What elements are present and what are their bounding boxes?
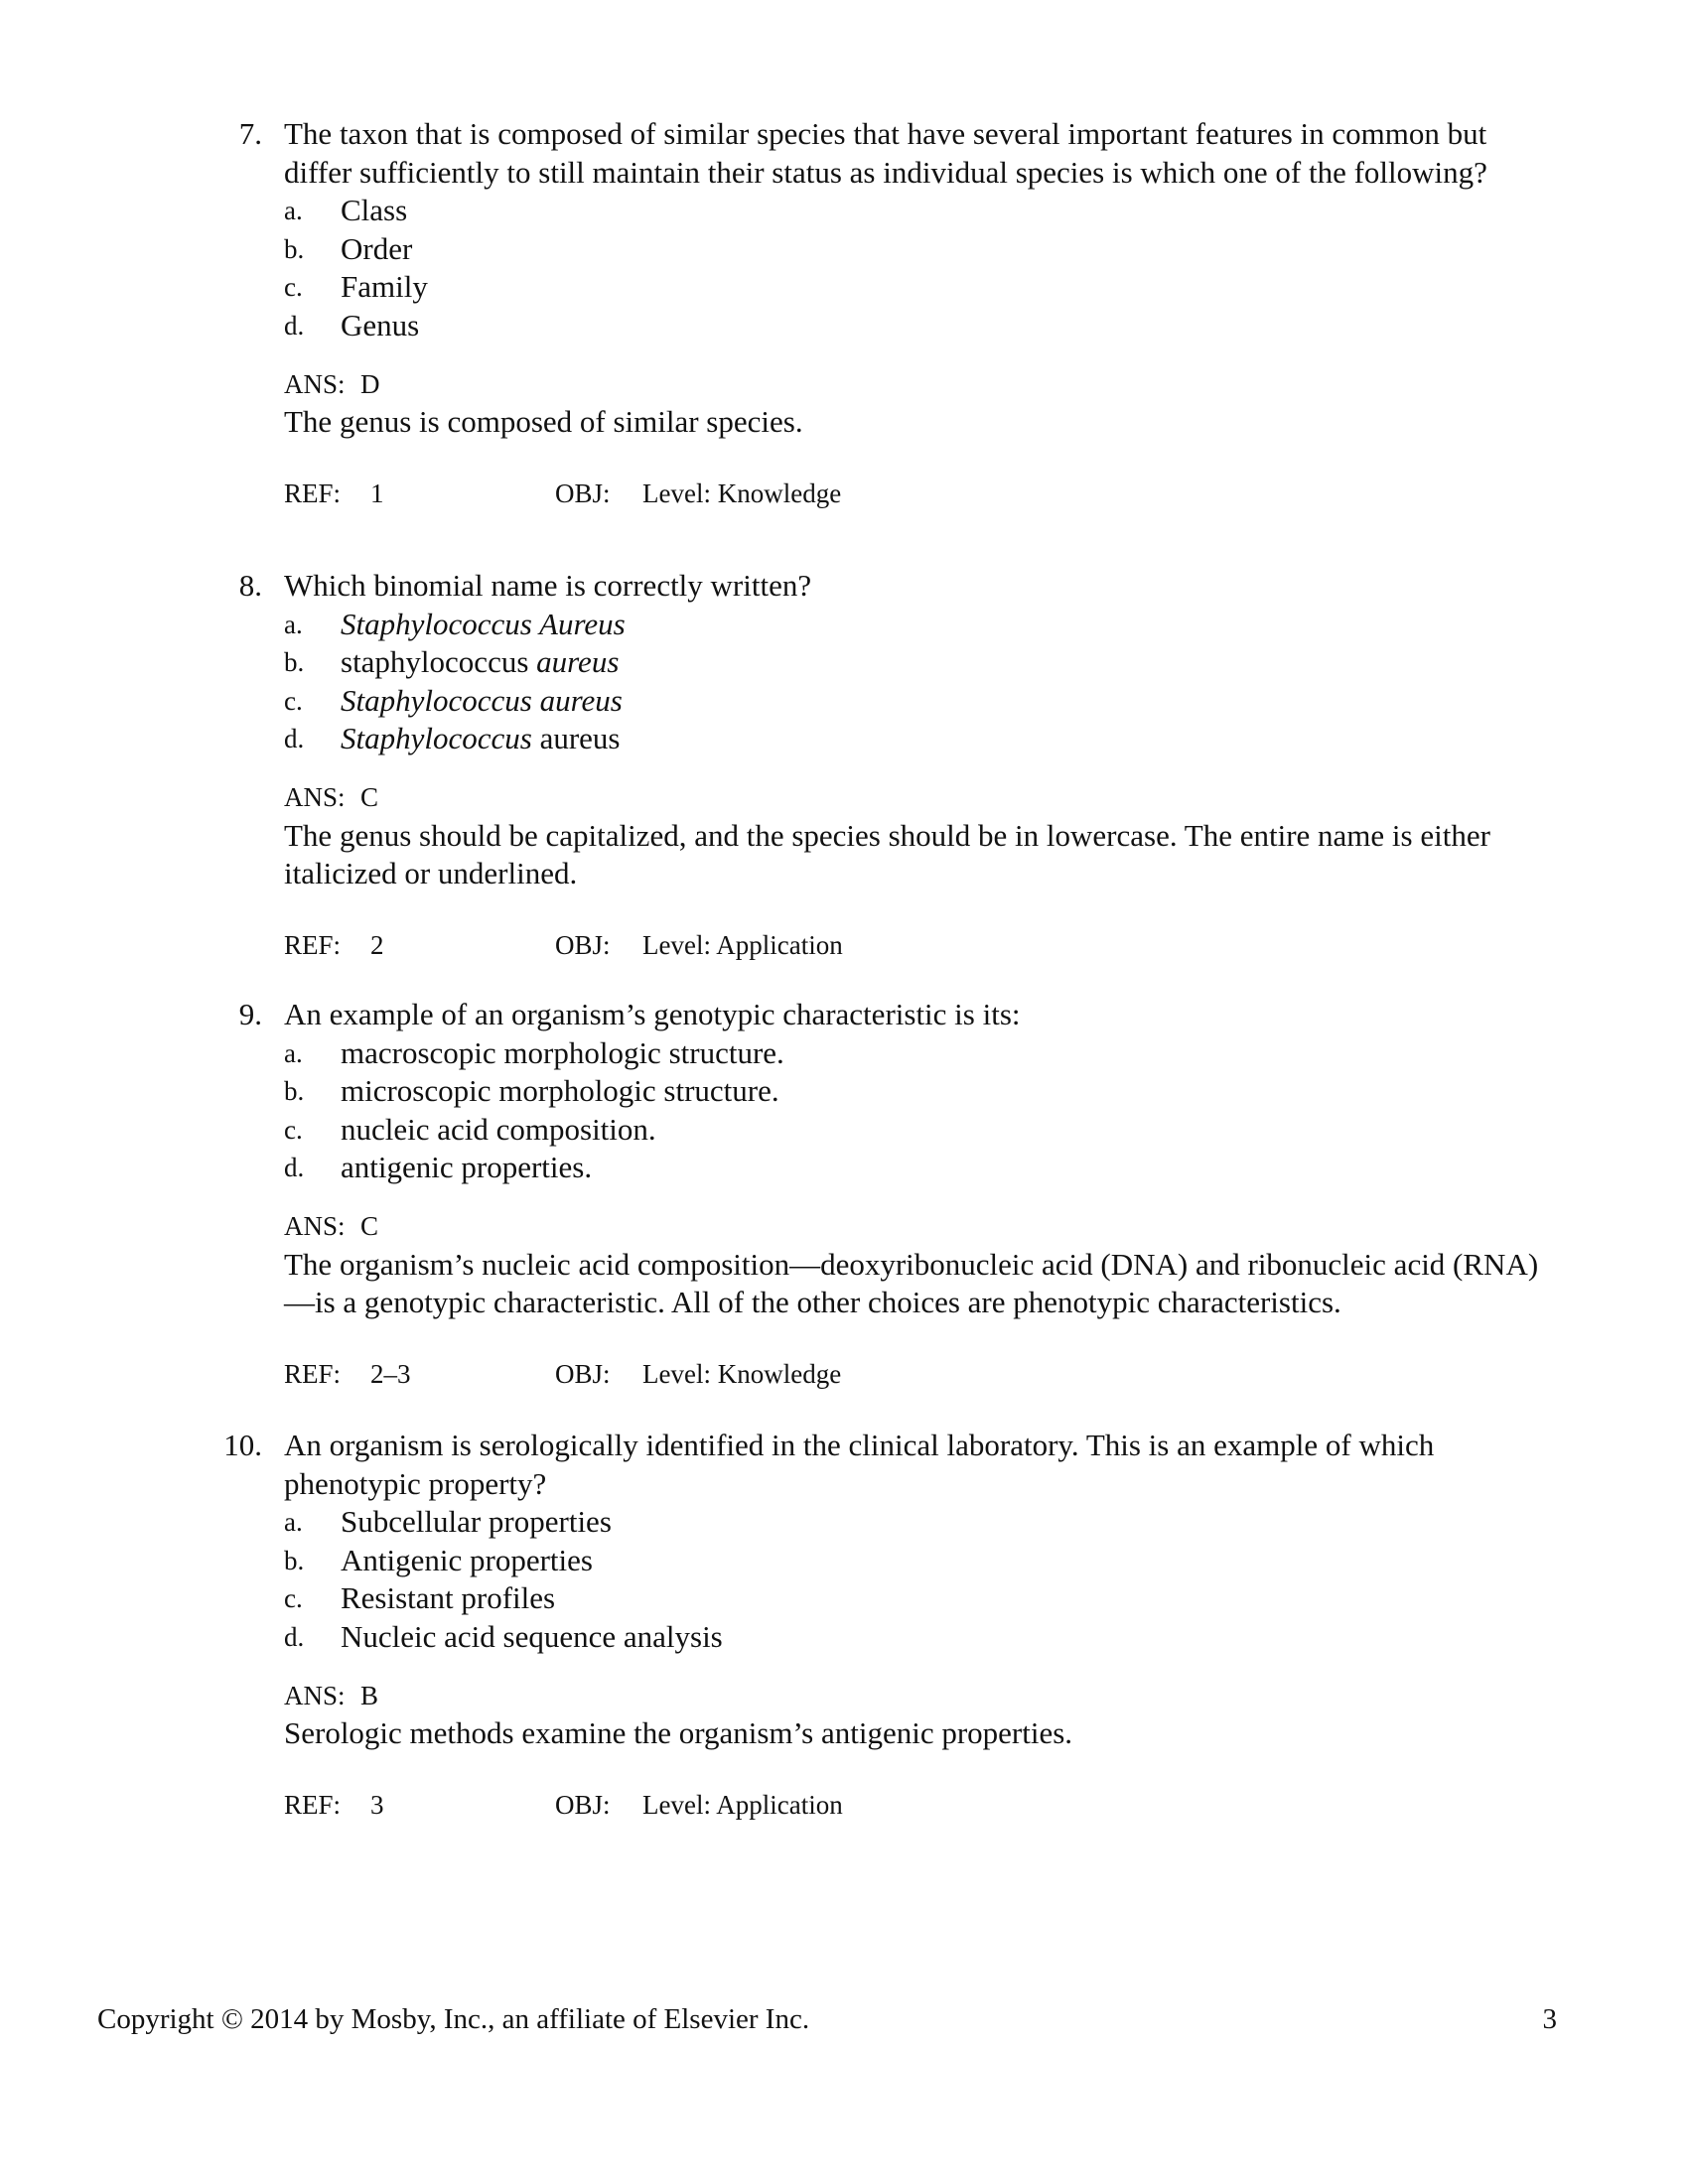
answer-line [284, 364, 1555, 404]
options-list [284, 1034, 1555, 1187]
option-d [284, 720, 1555, 758]
answer-label: ANS: [284, 368, 346, 399]
option-text: Genus [341, 307, 420, 342]
option-b [284, 1542, 1555, 1580]
option-text: Subcellular properties [341, 1504, 612, 1540]
option-text: Nucleic acid sequence analysis [341, 1618, 723, 1654]
option-c [284, 682, 1555, 721]
option-c [284, 1579, 1555, 1618]
option-a [284, 1034, 1555, 1073]
option-label: b. [284, 647, 305, 678]
question-number: 8. [238, 568, 262, 603]
ref-label: REF: [284, 1358, 342, 1389]
answer-value: D [360, 368, 380, 399]
option-text: nucleic acid composition. [341, 1111, 656, 1147]
option-label: a. [284, 1507, 303, 1538]
option-text: Staphylococcus Aureus [341, 606, 626, 641]
answer-value: B [360, 1680, 379, 1710]
option-text: macroscopic morphologic structure. [341, 1034, 784, 1070]
answer-explanation: The genus should be capitalized, and the species should be in lowercase. The entire name is either italicized or underlined. [284, 817, 1490, 891]
answer-label: ANS: [284, 781, 346, 812]
option-b [284, 643, 1555, 682]
option-label: d. [284, 1621, 305, 1652]
option-label: d. [284, 1153, 305, 1183]
obj-label: OBJ: [555, 478, 611, 508]
option-text-genus: Staphylococcus [341, 721, 532, 756]
option-a [284, 606, 1555, 644]
question-number: 10. [223, 1428, 262, 1462]
answer-line [284, 1676, 1555, 1715]
option-text: Order [341, 230, 413, 266]
answer-explanation: Serologic methods examine the organism’s antigenic properties. [284, 1715, 1073, 1751]
option-label: b. [284, 233, 305, 264]
option-label: c. [284, 1114, 303, 1145]
option-d [284, 1149, 1555, 1187]
option-text: Antigenic properties [341, 1542, 593, 1577]
option-b [284, 1072, 1555, 1111]
option-a [284, 192, 1555, 230]
question-stem: Which binomial name is correctly written? [284, 568, 812, 603]
obj-label: OBJ: [555, 1789, 611, 1820]
option-text-species: aureus [536, 644, 620, 680]
ref-value: 2–3 [370, 1358, 411, 1389]
options-list [284, 606, 1555, 758]
option-label: c. [284, 272, 303, 303]
answer-value: C [360, 1210, 379, 1241]
question-stem: The taxon that is composed of similar species that have several important features in common but differ sufficiently to still maintain their status as individual species is which one of the following? [284, 116, 1487, 190]
ref-value: 2 [370, 929, 384, 960]
page-number: 3 [1542, 2003, 1557, 2035]
obj-value: Level: Application [642, 1789, 843, 1820]
option-label: d. [284, 310, 305, 341]
obj-label: OBJ: [555, 929, 611, 960]
metadata-line [284, 1355, 1555, 1394]
answer-label: ANS: [284, 1680, 346, 1710]
obj-value: Level: Application [642, 929, 843, 960]
option-a [284, 1503, 1555, 1542]
obj-value: Level: Knowledge [642, 478, 842, 508]
option-text: microscopic morphologic structure. [341, 1073, 779, 1109]
option-text-genus: staphylococcus [341, 644, 537, 680]
option-text: Class [341, 193, 408, 228]
option-b [284, 230, 1555, 269]
answer-line [284, 1206, 1555, 1246]
ref-label: REF: [284, 478, 342, 508]
option-text: Family [341, 269, 428, 305]
option-text: Resistant profiles [341, 1580, 556, 1616]
option-label: c. [284, 1583, 303, 1614]
question-number: 9. [238, 997, 262, 1031]
answer-explanation: The genus is composed of similar species. [284, 404, 803, 440]
answer-line [284, 777, 1555, 817]
option-label: b. [284, 1545, 305, 1575]
ref-label: REF: [284, 1789, 342, 1820]
option-label: a. [284, 196, 303, 226]
question-number: 7. [238, 116, 262, 151]
question-stem: An organism is serologically identified in the clinical laboratory. This is an example of which phenotypic property? [284, 1428, 1435, 1501]
ref-label: REF: [284, 929, 342, 960]
answer-label: ANS: [284, 1210, 346, 1241]
obj-label: OBJ: [555, 1358, 611, 1389]
option-text-species: aureus [531, 721, 621, 756]
metadata-line [284, 1786, 1555, 1825]
ref-value: 3 [370, 1789, 384, 1820]
page-footer [97, 2003, 1557, 2036]
option-c [284, 268, 1555, 307]
answer-explanation: The organism’s nucleic acid composition—deoxyribonucleic acid (DNA) and ribonucleic acid (RNA)—is a genotypic characteristic. All of the other choices are phenotypic characteristics. [284, 1246, 1539, 1320]
option-text: antigenic properties. [341, 1150, 593, 1185]
option-d [284, 307, 1555, 345]
option-label: b. [284, 1076, 305, 1107]
answer-value: C [360, 781, 379, 812]
ref-value: 1 [370, 478, 384, 508]
option-d [284, 1618, 1555, 1657]
obj-value: Level: Knowledge [642, 1358, 842, 1389]
option-label: a. [284, 1037, 303, 1068]
question-stem: An example of an organism’s genotypic characteristic is its: [284, 997, 1021, 1031]
option-label: a. [284, 609, 303, 639]
options-list [284, 1503, 1555, 1656]
metadata-line [284, 926, 1555, 965]
metadata-line [284, 475, 1555, 513]
option-label: d. [284, 724, 305, 754]
option-text: Staphylococcus aureus [341, 682, 623, 718]
option-c [284, 1111, 1555, 1150]
copyright-notice: Copyright © 2014 by Mosby, Inc., an affiliate of Elsevier Inc. [97, 2003, 810, 2035]
options-list [284, 192, 1555, 344]
option-label: c. [284, 685, 303, 716]
